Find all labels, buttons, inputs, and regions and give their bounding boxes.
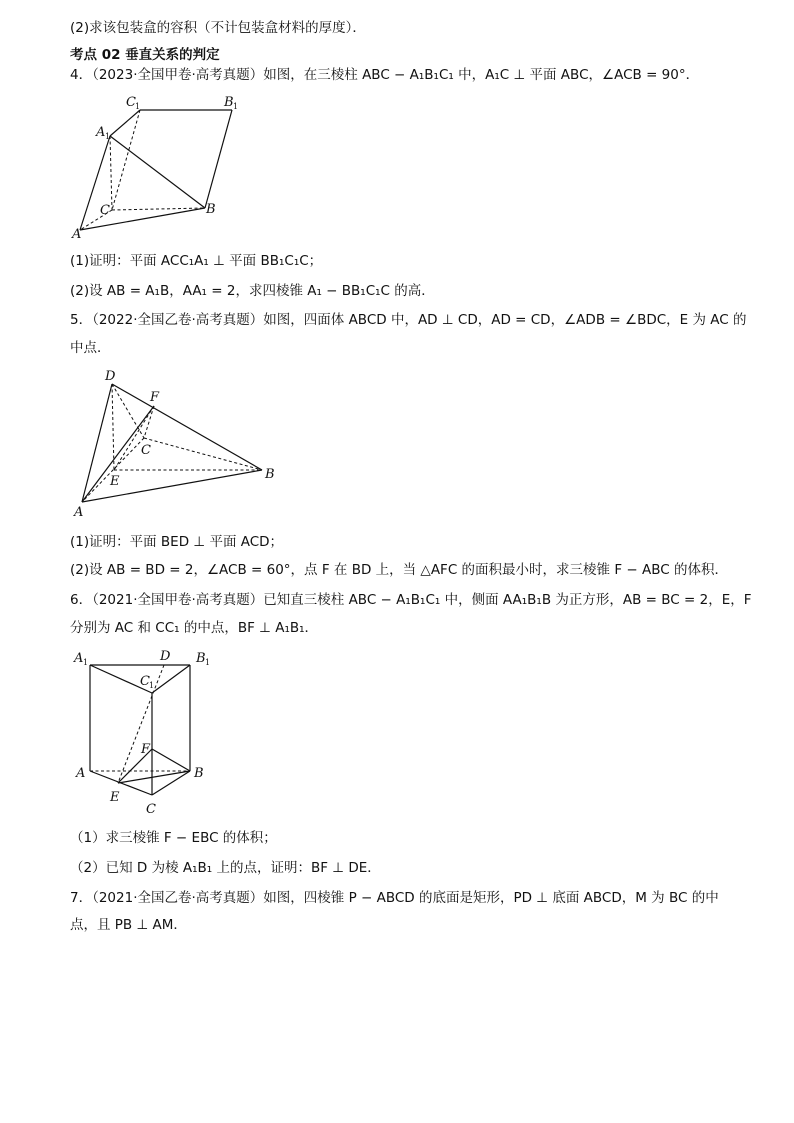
figure-q5-tetrahedron bbox=[72, 368, 282, 518]
label-A1: A bbox=[96, 125, 106, 140]
label-C1: C bbox=[126, 95, 136, 110]
question-5-part-1: (1)证明：平面 BED ⊥ 平面 ACD； bbox=[70, 534, 284, 550]
label-B1: B bbox=[196, 651, 206, 666]
label-B: B bbox=[194, 766, 204, 781]
question-5-part-2: (2)设 AB = BD = 2，∠ACB = 60°，点 F 在 BD 上，当 △AFC 的面积最小时，求三棱锥 F − ABC 的体积． bbox=[70, 562, 728, 578]
label-C: C bbox=[141, 443, 151, 458]
question-4-part-1: (1)证明：平面 ACC₁A₁ ⊥ 平面 BB₁C₁C； bbox=[70, 253, 323, 269]
label-D: D bbox=[105, 369, 116, 384]
text-line: (2)求该包装盒的容积（不计包装盒材料的厚度）． bbox=[70, 20, 366, 36]
question-6-header-cont: 分别为 AC 和 CC₁ 的中点，BF ⊥ A₁B₁． bbox=[70, 620, 319, 636]
question-6-part-1: （1）求三棱锥 F − EBC 的体积； bbox=[70, 830, 277, 846]
label-A: A bbox=[74, 505, 84, 520]
question-7-header-cont: 点，且 PB ⊥ AM． bbox=[70, 917, 187, 933]
label-E: E bbox=[110, 790, 120, 805]
label-sub: 1 bbox=[205, 658, 211, 667]
label-sub: 1 bbox=[135, 102, 141, 111]
label-A: A bbox=[72, 227, 82, 242]
figure-q6-prism bbox=[72, 645, 222, 817]
label-C: C bbox=[100, 203, 110, 218]
label-sub: 1 bbox=[83, 658, 89, 667]
question-6-header: 6．（2021·全国甲卷·高考真题）已知直三棱柱 ABC − A₁B₁C₁ 中，侧面 AA₁B₁B 为正方形，AB = BC = 2，E，F bbox=[70, 592, 752, 608]
figure-q4-prism bbox=[70, 92, 240, 247]
question-5-header-cont: 中点． bbox=[70, 340, 111, 356]
question-4-header: 4．（2023·全国甲卷·高考真题）如图，在三棱柱 ABC − A₁B₁C₁ 中，A₁C ⊥ 平面 ABC，∠ACB = 90°． bbox=[70, 67, 700, 83]
label-A: A bbox=[76, 766, 86, 781]
label-E: E bbox=[110, 474, 120, 489]
question-7-header: 7．（2021·全国乙卷·高考真题）如图，四棱锥 P − ABCD 的底面是矩形，PD ⊥ 底面 ABCD，M 为 BC 的中 bbox=[70, 890, 719, 906]
label-F: F bbox=[150, 390, 160, 405]
label-C1: C bbox=[140, 674, 150, 689]
label-A1: A bbox=[74, 651, 84, 666]
question-6-part-2: （2）已知 D 为棱 A₁B₁ 上的点，证明：BF ⊥ DE． bbox=[70, 860, 381, 876]
label-C: C bbox=[146, 802, 156, 817]
label-B1: B bbox=[224, 95, 234, 110]
question-5-header: 5．（2022·全国乙卷·高考真题）如图，四面体 ABCD 中，AD ⊥ CD，AD = CD，∠ADB = ∠BDC，E 为 AC 的 bbox=[70, 312, 747, 328]
question-4-part-2: (2)设 AB = A₁B，AA₁ = 2，求四棱锥 A₁ − BB₁C₁C 的高． bbox=[70, 283, 435, 299]
label-sub: 1 bbox=[233, 102, 239, 111]
label-B: B bbox=[206, 202, 216, 217]
label-sub: 1 bbox=[149, 681, 155, 690]
label-F: F bbox=[141, 742, 151, 757]
label-D: D bbox=[160, 649, 171, 664]
section-heading: 考点 02 垂直关系的判定 bbox=[70, 47, 220, 63]
label-B: B bbox=[265, 467, 275, 482]
label-sub: 1 bbox=[105, 132, 111, 141]
